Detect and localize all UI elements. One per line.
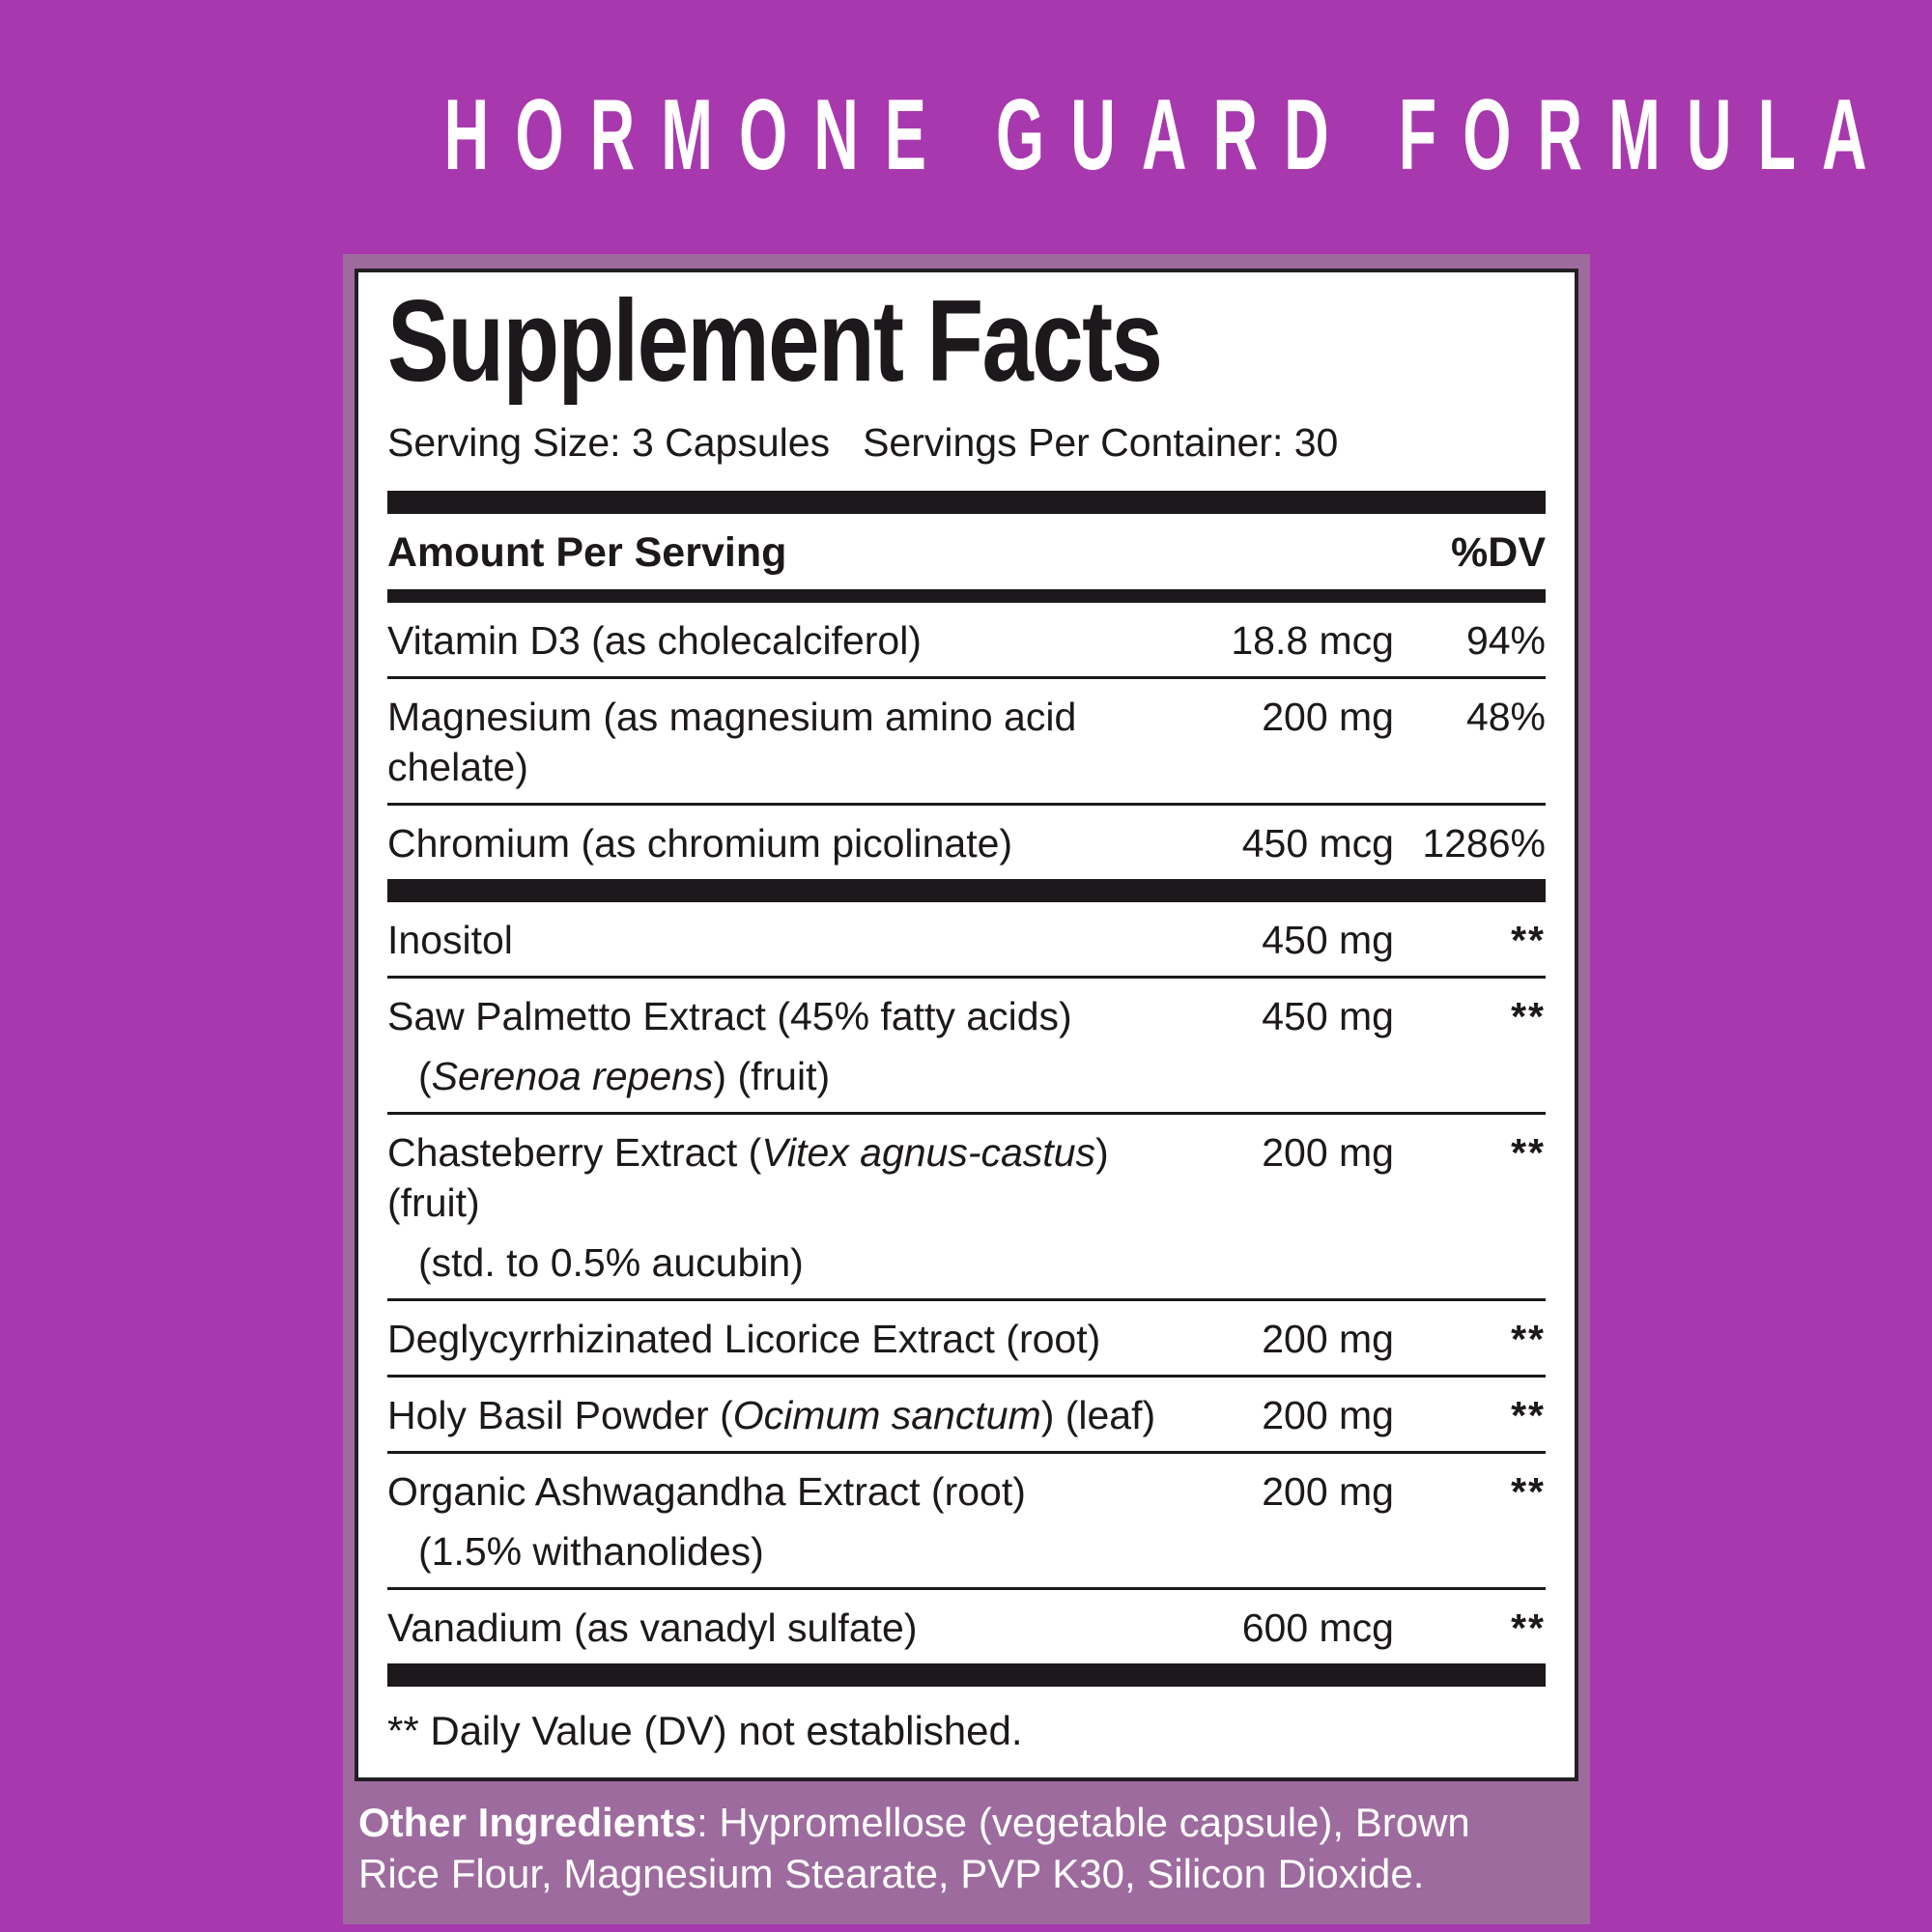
ingredient-name-line2: (1.5% withanolides) — [418, 1529, 764, 1574]
ingredient-name-line1: Inositol — [387, 918, 513, 962]
ingredient-dv: 48% — [1465, 695, 1546, 739]
serving-info — [387, 417, 1546, 468]
ingredient-amount: 200 mg — [1262, 1317, 1394, 1361]
ingredient-dv: ** — [1511, 918, 1546, 962]
ingredient-name — [387, 615, 1201, 666]
other-ingredients-text: : Hypromellose (vegetable capsule), Brown Rice Flour, Magnesium Stearate, PVP K30, Silicon Dioxide. — [358, 1800, 1470, 1896]
table-row — [387, 1454, 1546, 1587]
table-row — [387, 603, 1546, 676]
ingredient-name-line1: Holy Basil Powder (Ocimum sanctum) (leaf) — [387, 1393, 1156, 1437]
ingredient-name — [387, 1127, 1201, 1288]
ingredient-amount: 18.8 mcg — [1231, 618, 1394, 663]
table-row — [387, 1115, 1546, 1298]
ingredient-dv: ** — [1511, 1469, 1546, 1514]
ingredient-name-line1: Chasteberry Extract (Vitex agnus-castus) (fruit) — [387, 1130, 1109, 1225]
ingredient-name-line1: Organic Ashwagandha Extract (root) — [387, 1469, 1026, 1514]
table-row — [387, 1590, 1546, 1663]
ingredient-amount: 200 mg — [1262, 1393, 1394, 1437]
supplement-facts-panel — [355, 269, 1578, 1781]
ingredient-amount: 200 mg — [1262, 1130, 1394, 1175]
ingredient-amount: 450 mcg — [1241, 821, 1394, 866]
dv-column-label: %DV — [1451, 529, 1546, 576]
other-ingredients-label: Other Ingredients — [358, 1800, 697, 1845]
divider — [387, 879, 1546, 902]
ingredient-dv: 1286% — [1422, 821, 1546, 866]
ingredient-name — [387, 1314, 1201, 1364]
ingredient-dv: ** — [1511, 1317, 1546, 1361]
serving-size: Serving Size: 3 Capsules — [387, 420, 831, 465]
ingredient-dv: ** — [1511, 1130, 1546, 1175]
table-row — [387, 806, 1546, 879]
ingredient-amount: 200 mg — [1262, 695, 1394, 739]
divider — [387, 1663, 1546, 1687]
amount-per-serving-label: Amount Per Serving — [387, 529, 787, 576]
page-title-text: HORMONE GUARD FORMULA — [443, 79, 1893, 191]
ingredient-name-line1: Magnesium (as magnesium amino acid chelate) — [387, 695, 1077, 789]
ingredient-name — [387, 1466, 1201, 1577]
table-row — [387, 902, 1546, 976]
dv-footnote: ** Daily Value (DV) not established. — [387, 1708, 1023, 1753]
ingredient-name-line1: Vanadium (as vanadyl sulfate) — [387, 1605, 918, 1650]
ingredient-amount: 450 mg — [1262, 918, 1394, 962]
table-row — [387, 1378, 1546, 1451]
ingredient-name — [387, 692, 1201, 792]
table-row — [387, 679, 1546, 803]
ingredient-amount: 450 mg — [1262, 994, 1394, 1038]
table-row — [387, 1301, 1546, 1375]
ingredient-amount: 600 mcg — [1241, 1605, 1394, 1650]
ingredient-name-line1: Saw Palmetto Extract (45% fatty acids) — [387, 994, 1072, 1038]
table-header — [387, 514, 1546, 589]
page-title — [0, 79, 1932, 191]
servings-per-container: Servings Per Container: 30 — [863, 420, 1339, 465]
ingredient-name-line1: Chromium (as chromium picolinate) — [387, 821, 1013, 866]
ingredient-name-line1: Vitamin D3 (as cholecalciferol) — [387, 618, 922, 663]
label-band — [343, 254, 1590, 1924]
ingredient-dv: ** — [1511, 994, 1546, 1038]
divider-medium — [387, 589, 1546, 603]
ingredient-name-line2: (Serenoa repens) (fruit) — [418, 1054, 831, 1098]
ingredient-dv: ** — [1511, 1605, 1546, 1650]
other-ingredients — [355, 1781, 1578, 1924]
ingredient-name — [387, 991, 1201, 1101]
table-row — [387, 979, 1546, 1112]
ingredient-name — [387, 915, 1201, 965]
ingredient-name-line2: (std. to 0.5% aucubin) — [418, 1240, 804, 1285]
ingredient-name — [387, 1390, 1201, 1440]
ingredient-rows — [387, 603, 1546, 1687]
facts-title: Supplement Facts — [387, 276, 1162, 406]
ingredient-dv: ** — [1511, 1393, 1546, 1437]
ingredient-name — [387, 1603, 1201, 1653]
ingredient-dv: 94% — [1465, 618, 1546, 663]
ingredient-name-line1: Deglycyrrhizinated Licorice Extract (root) — [387, 1317, 1101, 1361]
ingredient-name — [387, 818, 1201, 868]
divider-thick-top — [387, 491, 1546, 514]
ingredient-amount: 200 mg — [1262, 1469, 1394, 1514]
